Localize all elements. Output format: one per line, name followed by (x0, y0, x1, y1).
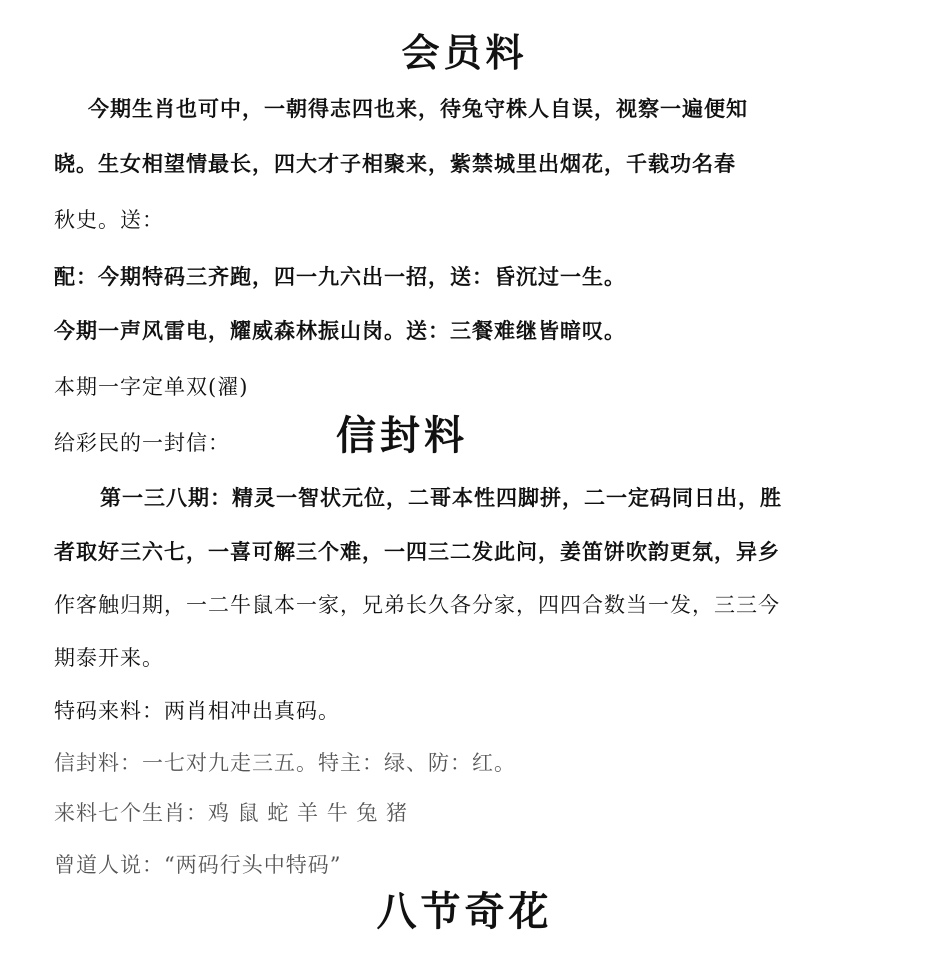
envelope-paragraph-line-1: 第一三八期：精灵一智状元位，二哥本性四脚拼，二一定码同日出，胜 (100, 485, 782, 510)
envelope-info-line: 信封料：一七对九走三五。特主：绿、防：红。 (54, 751, 516, 775)
member-paragraph-line-2: 晓。生女相望情最长，四大才子相聚来，紫禁城里出烟花，千载功名春 (54, 151, 736, 176)
pei-line: 配：今期特码三齐跑，四一九六出一招，送：昏沉过一生。 (54, 264, 626, 289)
taoist-saying-line: 曾道人说：“两码行头中特码” (54, 853, 342, 877)
envelope-paragraph-line-4: 期泰开来。 (54, 646, 164, 670)
thunder-line: 今期一声风雷电，耀威森林振山岗。送：三餐难继皆暗叹。 (54, 318, 626, 343)
letter-intro: 给彩民的一封信： (54, 431, 230, 455)
special-code-line: 特码来料：两肖相冲出真码。 (54, 699, 340, 723)
member-paragraph-line-3: 秋史。送： (54, 208, 164, 232)
member-paragraph-line-1: 今期生肖也可中，一朝得志四也来，待兔守株人自误，视察一遍便知 (88, 96, 748, 121)
member-material-title: 会员料 (401, 31, 528, 75)
envelope-paragraph-line-2: 者取好三六七，一喜可解三个难，一四三二发此问，姜笛饼吹韵更氛，异乡 (54, 539, 780, 564)
seven-zodiacs-line: 来料七个生肖：鸡 鼠 蛇 羊 牛 兔 猪 (54, 801, 409, 825)
bajie-flower-title: 八节奇花 (376, 889, 553, 935)
envelope-paragraph-line-3: 作客触归期，一二牛鼠本一家，兄弟长久各分家，四四合数当一发，三三今 (54, 593, 780, 617)
single-double-line: 本期一字定单双(濯) (54, 375, 249, 399)
envelope-material-title: 信封料 (336, 413, 468, 459)
